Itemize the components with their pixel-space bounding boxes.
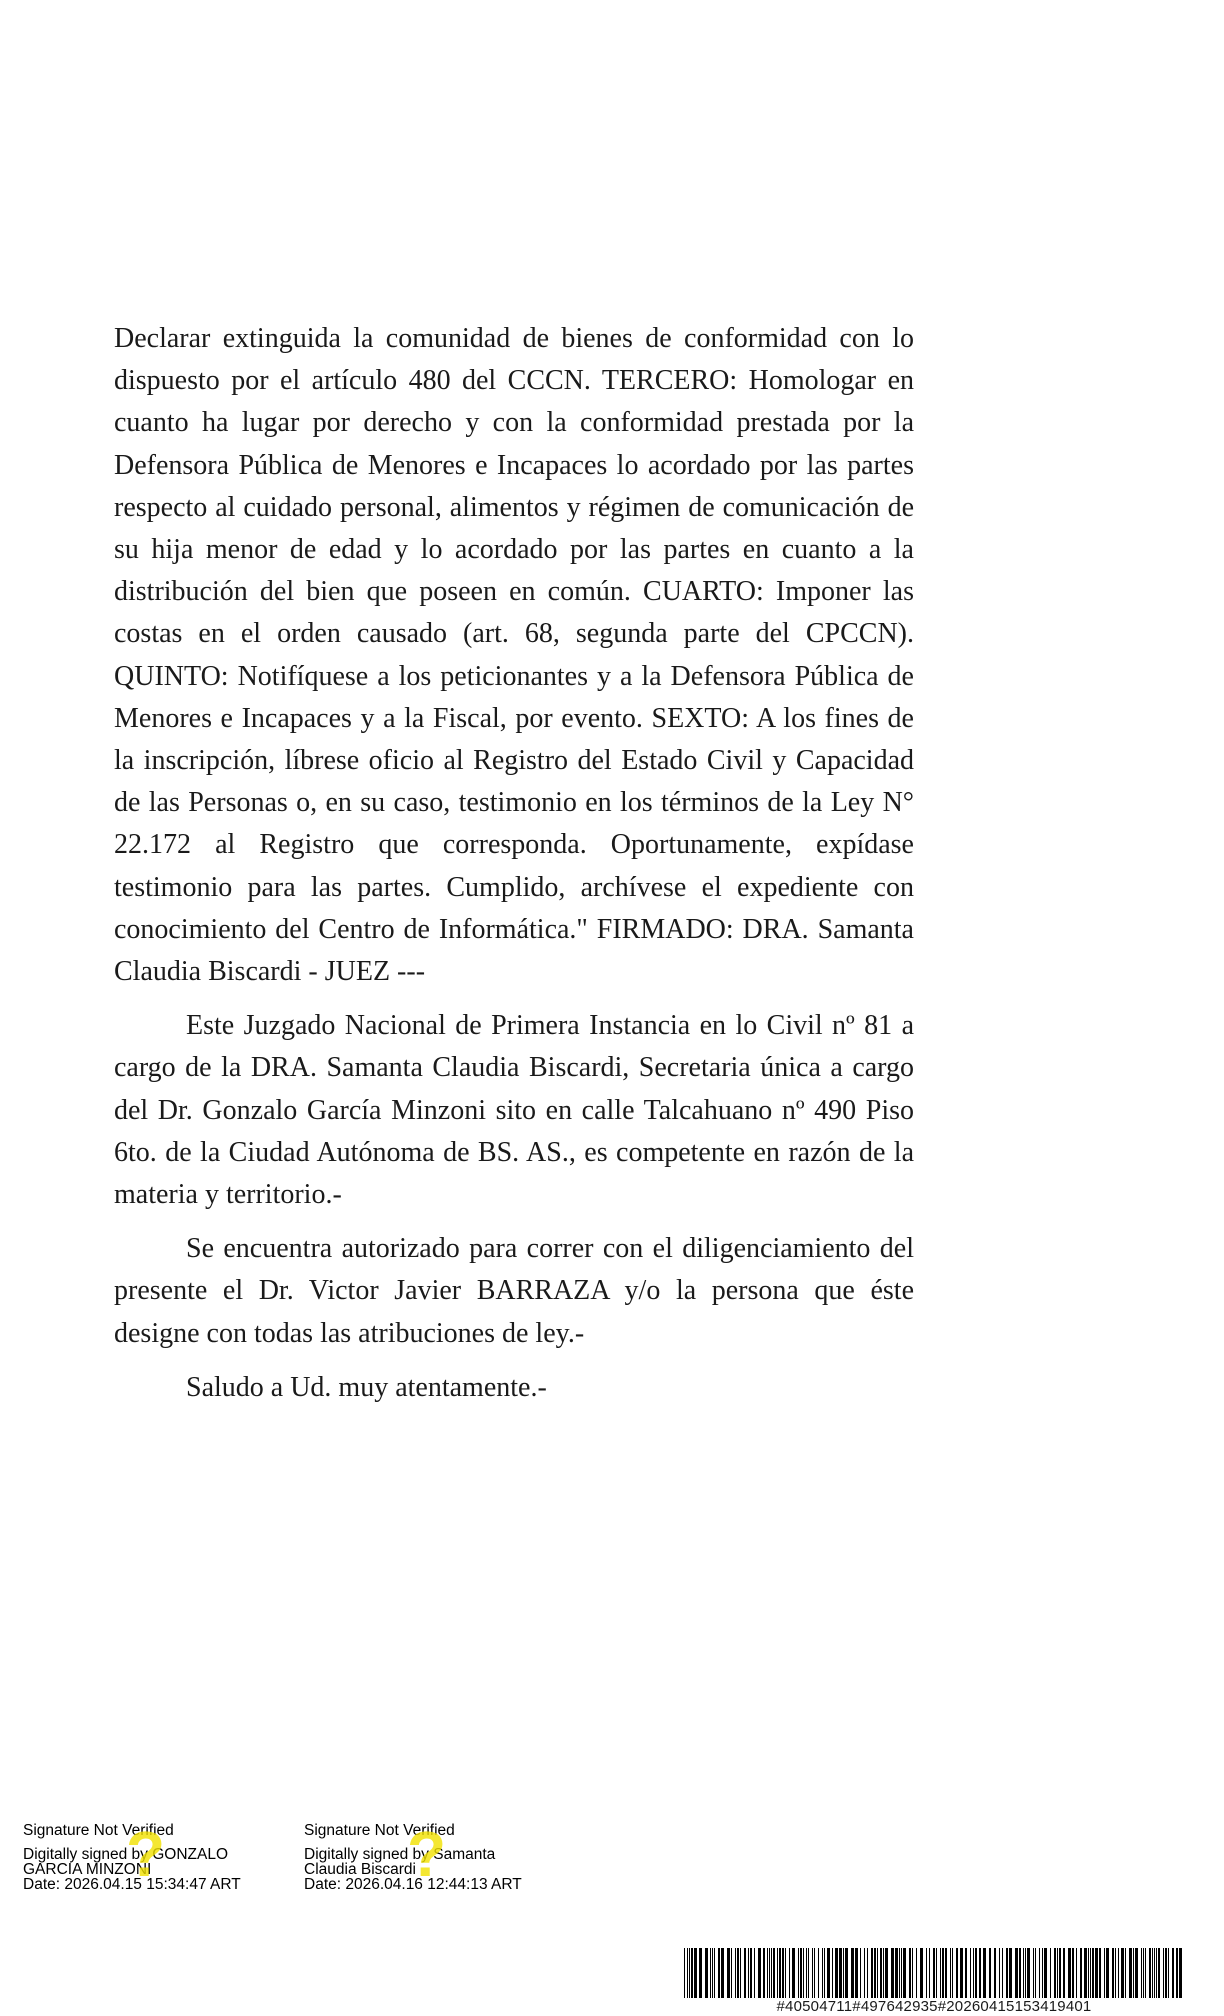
question-mark-icon: ? [407, 1818, 447, 1890]
signature-date: Date: 2026.04.16 12:44:13 ART [304, 1876, 522, 1893]
paragraph-authorization: Se encuentra autorizado para correr con el diligenciamiento del presente el Dr. Victor Javier BARRAZA y/o la persona que éste designe con todas las atribuciones de ley.- [114, 1233, 914, 1349]
paragraph-resolution: Declarar extinguida la comunidad de bienes de conformidad con lo dispuesto por el artículo 480 del CCCN. TERCERO: Homologar en cuanto ha lugar por derecho y con la conformidad prestada por la Defensora Pública de Menores e Incapaces lo acordado por las partes respecto al cuidado personal, alimentos y régimen de comunicación de su hija menor de edad y lo acordado por las partes en cuanto a la distribución del bien que poseen en común. CUARTO: Imponer las costas en el orden causado (art. 68, segunda parte del CPCCN). QUINTO: Notifíquese a los peticionantes y a la Defensora Pública de Menores e Incapaces y a la Fiscal, por evento. SEXTO: A los fines de la inscripción, líbrese oficio al Registro del Estado Civil y Capacidad de las Personas o, en su caso, testimonio en los términos de la Ley N° 22.172 al Registro que corresponda. Oportunamente, expídase testimonio para las partes. Cumplido, archívese el expediente con conocimiento del Centro de Informática." FIRMADO: DRA. Samanta Claudia Biscardi - JUEZ --- [114, 323, 914, 988]
signature-status: Signature Not Verified [23, 1822, 174, 1839]
signature-date: Date: 2026.04.15 15:34:47 ART [23, 1876, 241, 1893]
barcode-text: #40504711#497642935#20260415153419401 [776, 1998, 1092, 2015]
paragraph-closing: Saludo a Ud. muy atentamente.- [186, 1371, 547, 1403]
signature-signer-line-2: GARCIA MINZONI [23, 1861, 152, 1878]
barcode-icon [684, 1948, 1184, 1998]
signature-signer-line-2: Claudia Biscardi [304, 1861, 416, 1878]
document-body [114, 318, 914, 1421]
question-mark-icon: ? [126, 1818, 166, 1890]
signature-status: Signature Not Verified [304, 1822, 455, 1839]
signature-signer-line-1: Digitally signed by GONZALO [23, 1846, 229, 1863]
document-barcode [684, 1948, 1184, 2015]
paragraph-court-info: Este Juzgado Nacional de Primera Instancia en lo Civil nº 81 a cargo de la DRA. Samanta Claudia Biscardi, Secretaria única a cargo del Dr. Gonzalo García Minzoni sito en calle Talcahuano nº 490 Piso 6to. de la Ciudad Autónoma de BS. AS., es competente en razón de la materia y territorio.- [114, 1010, 914, 1211]
signature-signer-line-1: Digitally signed by Samanta [304, 1846, 496, 1863]
